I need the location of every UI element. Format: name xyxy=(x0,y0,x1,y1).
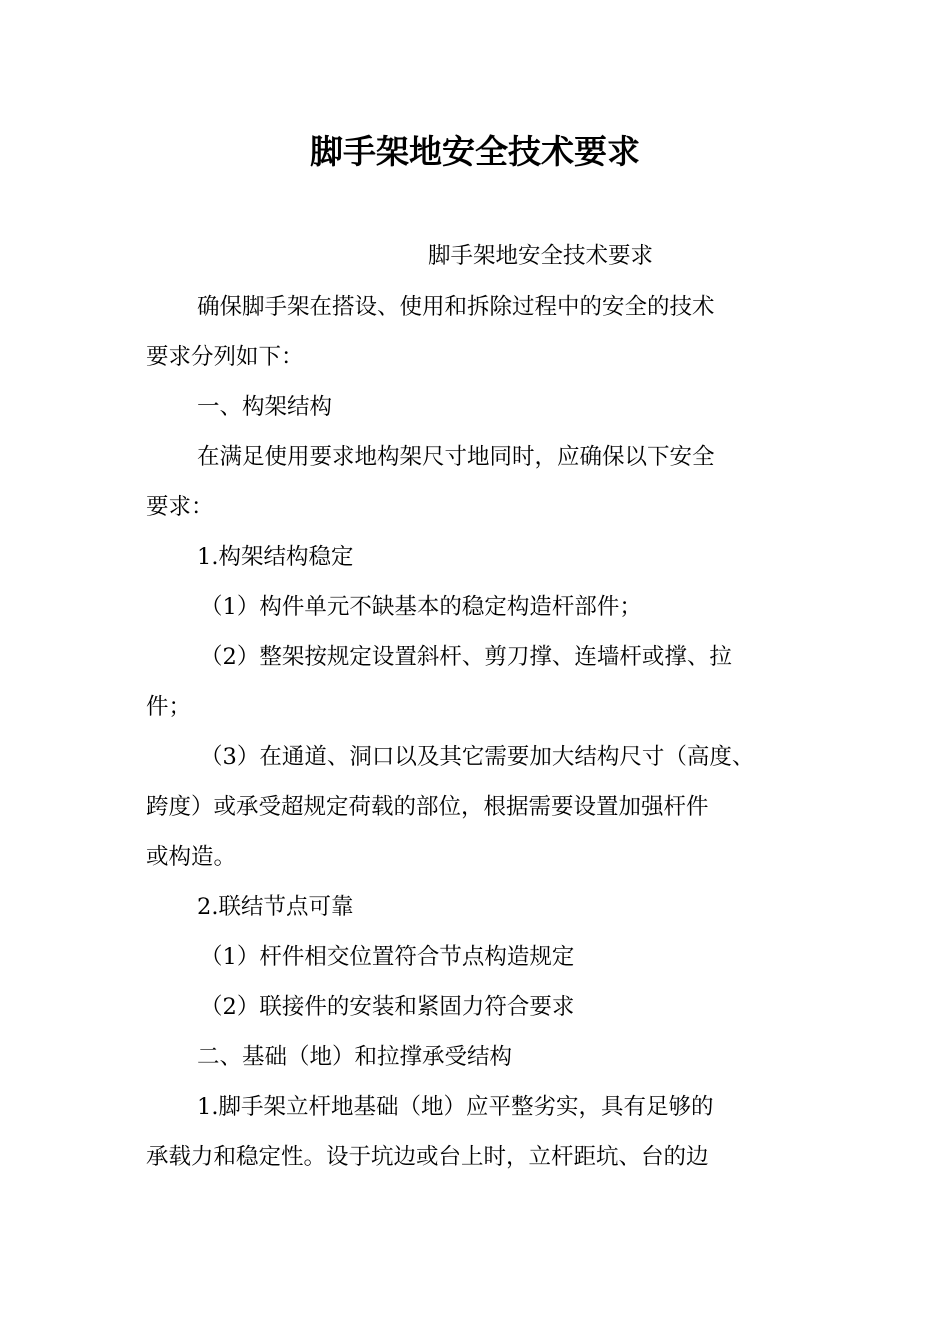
paragraph-line: 跨度）或承受超规定荷载的部位，根据需要设置加强杆件 xyxy=(146,794,709,820)
list-item: （1）杆件相交位置符合节点构造规定 xyxy=(200,944,575,970)
paragraph-line: 要求分列如下： xyxy=(146,344,304,370)
paragraph-line: 件； xyxy=(146,694,192,720)
paragraph-line: 在满足使用要求地构架尺寸地同时，应确保以下安全 xyxy=(197,444,715,470)
paragraph-line: 或构造。 xyxy=(146,844,237,870)
section-heading: 一、构架结构 xyxy=(197,394,333,420)
paragraph-line: 要求： xyxy=(146,494,214,520)
document-title: 脚手架地安全技术要求 xyxy=(310,132,640,171)
paragraph-line: 承载力和稳定性。设于坑边或台上时，立杆距坑、台的边 xyxy=(146,1144,709,1170)
list-item: （2）联接件的安装和紧固力符合要求 xyxy=(200,994,575,1020)
document-subtitle: 脚手架地安全技术要求 xyxy=(428,243,654,269)
paragraph-line: 确保脚手架在搭设、使用和拆除过程中的安全的技术 xyxy=(197,294,715,320)
list-item: （1）构件单元不缺基本的稳定构造杆部件； xyxy=(200,594,642,620)
section-heading: 二、基础（地）和拉撑承受结构 xyxy=(197,1044,513,1070)
paragraph-line: 1.脚手架立杆地基础（地）应平整劣实，具有足够的 xyxy=(197,1094,714,1120)
subsection-heading: 2.联结节点可靠 xyxy=(197,894,354,920)
subsection-heading: 1.构架结构稳定 xyxy=(197,544,354,570)
list-item: （2）整架按规定设置斜杆、剪刀撑、连墙杆或撑、拉 xyxy=(200,644,732,670)
list-item: （3）在通道、洞口以及其它需要加大结构尺寸（高度、 xyxy=(200,744,755,770)
